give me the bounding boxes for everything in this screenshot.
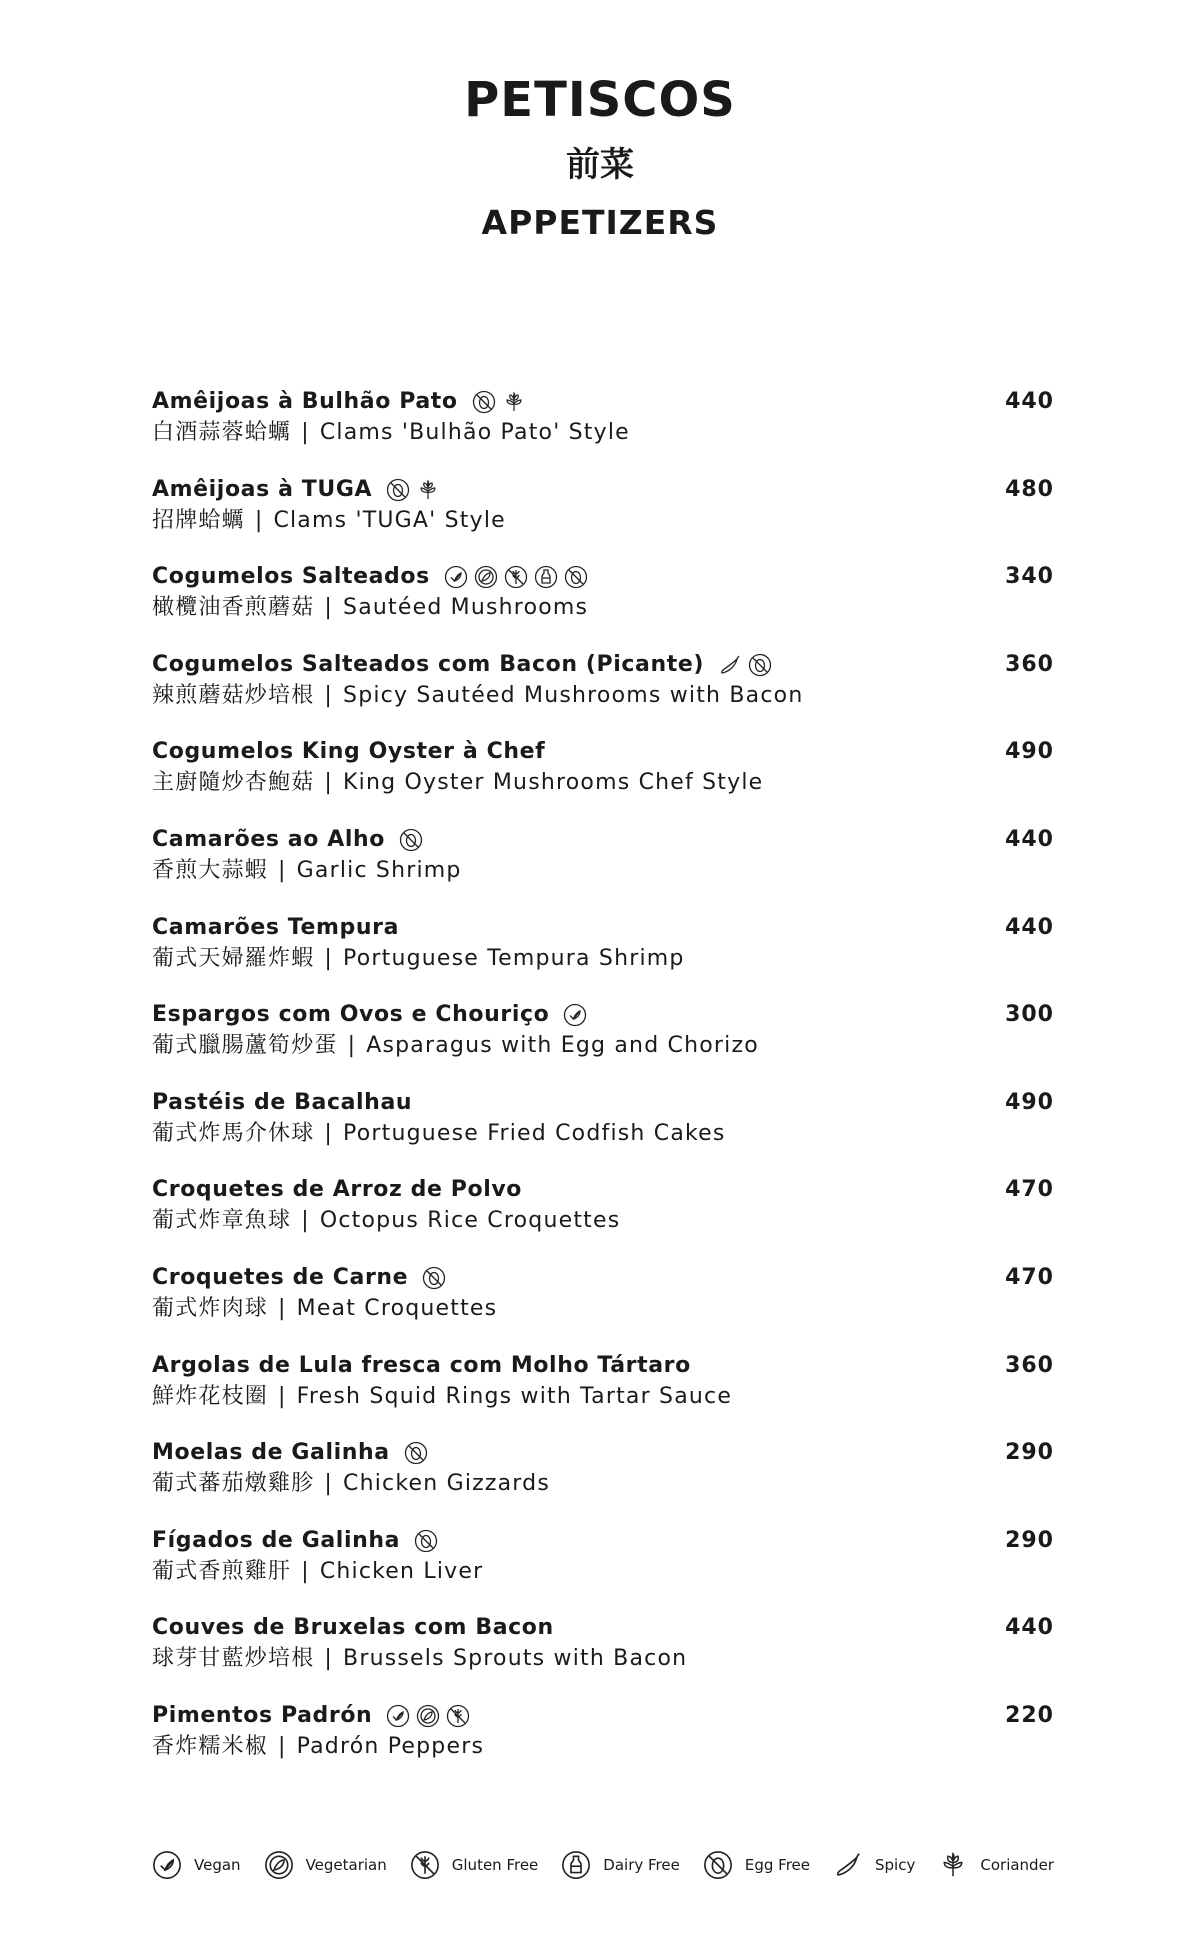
menu-item-chinese-name: 香煎大蒜蝦 bbox=[152, 857, 269, 883]
menu-item-english-name: King Oyster Mushrooms Chef Style bbox=[343, 770, 764, 796]
menu-item-name: Fígados de Galinha bbox=[152, 1527, 401, 1553]
menu-item-english-name: Garlic Shrimp bbox=[296, 857, 462, 883]
menu-item-name: Cogumelos Salteados bbox=[152, 564, 430, 590]
menu-item-name-row bbox=[152, 1614, 1054, 1642]
menu-item-chinese-name: 葡式炸章魚球 bbox=[152, 1208, 292, 1234]
menu-item bbox=[152, 476, 1054, 564]
menu-item-name: Moelas de Galinha bbox=[152, 1440, 390, 1466]
menu-header bbox=[0, 70, 1200, 246]
egg-free-icon bbox=[399, 828, 423, 852]
menu-item-separator: | bbox=[278, 1733, 287, 1759]
menu-item bbox=[152, 1614, 1054, 1702]
menu-item-name: Couves de Bruxelas com Bacon bbox=[152, 1615, 554, 1641]
menu-item-separator: | bbox=[278, 1295, 287, 1321]
egg-free-icon bbox=[386, 478, 410, 502]
menu-item-name: Cogumelos King Oyster à Chef bbox=[152, 739, 546, 765]
menu-item-price: 440 bbox=[1005, 826, 1054, 852]
legend-label: Vegan bbox=[194, 1856, 241, 1874]
menu-item-diet-icons bbox=[386, 1704, 470, 1728]
legend-label: Coriander bbox=[980, 1856, 1054, 1874]
menu-item-name-row bbox=[152, 826, 1054, 854]
menu-item-diet-icons bbox=[472, 390, 526, 414]
menu-item-name: Camarões ao Alho bbox=[152, 826, 385, 852]
vegan-icon bbox=[152, 1850, 182, 1880]
menu-item-name: Croquetes de Carne bbox=[152, 1264, 409, 1290]
menu-item bbox=[152, 826, 1054, 914]
menu-item-price: 440 bbox=[1005, 1615, 1054, 1641]
menu-item-price: 470 bbox=[1005, 1177, 1054, 1203]
menu-item-chinese-name: 球芽甘藍炒培根 bbox=[152, 1646, 315, 1672]
gluten-free-icon bbox=[504, 565, 528, 589]
menu-item-separator: | bbox=[278, 857, 287, 883]
menu-item-price: 220 bbox=[1005, 1702, 1054, 1728]
menu-item bbox=[152, 1001, 1054, 1089]
menu-item-english-name: Portuguese Tempura Shrimp bbox=[343, 945, 685, 971]
menu-item-chinese-name: 葡式天婦羅炸蝦 bbox=[152, 945, 315, 971]
menu-item-description bbox=[152, 418, 1054, 448]
menu-item-separator: | bbox=[324, 770, 334, 796]
menu-item-english-name: Chicken Liver bbox=[319, 1558, 484, 1584]
menu-item-english-name: Padrón Peppers bbox=[296, 1733, 485, 1759]
menu-item-diet-icons bbox=[422, 1266, 446, 1290]
menu-item-chinese-name: 葡式香煎雞肝 bbox=[152, 1558, 292, 1584]
vegan-icon bbox=[386, 1704, 410, 1728]
menu-item bbox=[152, 388, 1054, 476]
menu-item-description bbox=[152, 944, 1054, 974]
egg-free-icon bbox=[472, 390, 496, 414]
spicy-icon bbox=[718, 653, 742, 677]
menu-item bbox=[152, 738, 1054, 826]
legend-item-coriander bbox=[938, 1850, 1054, 1880]
dietary-legend bbox=[152, 1850, 1054, 1880]
menu-item bbox=[152, 1439, 1054, 1527]
menu-item-name-row bbox=[152, 1352, 1054, 1380]
menu-item-name: Argolas de Lula fresca com Molho Tártaro bbox=[152, 1352, 691, 1378]
menu-item-name: Amêijoas à TUGA bbox=[152, 476, 373, 502]
menu-item-name-row bbox=[152, 1001, 1054, 1029]
egg-free-icon bbox=[703, 1850, 733, 1880]
menu-item-name-row bbox=[152, 563, 1054, 591]
gluten-free-icon bbox=[446, 1704, 470, 1728]
menu-item-description bbox=[152, 1031, 1054, 1061]
menu-item-description bbox=[152, 1119, 1054, 1149]
menu-item-diet-icons bbox=[563, 1003, 587, 1027]
menu-item-diet-icons bbox=[386, 478, 440, 502]
menu-item-price: 300 bbox=[1005, 1002, 1054, 1028]
menu-item-price: 290 bbox=[1005, 1527, 1054, 1553]
coriander-icon bbox=[416, 478, 440, 502]
menu-item-separator: | bbox=[324, 1646, 334, 1672]
legend-label: Vegetarian bbox=[305, 1856, 387, 1874]
legend-item-vegan bbox=[152, 1850, 241, 1880]
menu-item-name-row bbox=[152, 388, 1054, 416]
menu-item-name: Pimentos Padrón bbox=[152, 1702, 373, 1728]
menu-item-chinese-name: 葡式炸馬介休球 bbox=[152, 1120, 315, 1146]
menu-item-name-row bbox=[152, 1264, 1054, 1292]
menu-item-price: 360 bbox=[1005, 651, 1054, 677]
menu-item-separator: | bbox=[278, 1383, 287, 1409]
menu-item-chinese-name: 葡式炸肉球 bbox=[152, 1295, 269, 1321]
menu-item bbox=[152, 1089, 1054, 1177]
menu-item-diet-icons bbox=[718, 653, 772, 677]
menu-item-price: 440 bbox=[1005, 389, 1054, 414]
menu-item-price: 440 bbox=[1005, 914, 1054, 940]
legend-label: Gluten Free bbox=[451, 1856, 539, 1874]
menu-item bbox=[152, 914, 1054, 1002]
menu-item-price: 490 bbox=[1005, 739, 1054, 765]
menu-item-english-name: Fresh Squid Rings with Tartar Sauce bbox=[296, 1383, 733, 1409]
legend-item-dairy-free bbox=[561, 1850, 680, 1880]
menu-item-english-name: Brussels Sprouts with Bacon bbox=[343, 1646, 688, 1672]
menu-item-name-row bbox=[152, 738, 1054, 766]
menu-item-diet-icons bbox=[414, 1529, 438, 1553]
menu-item-english-name: Spicy Sautéed Mushrooms with Bacon bbox=[343, 682, 804, 708]
vegetarian-icon bbox=[416, 1704, 440, 1728]
menu-item-price: 360 bbox=[1005, 1352, 1054, 1378]
menu-item-separator: | bbox=[324, 945, 334, 971]
page-title: PETISCOS bbox=[464, 72, 736, 128]
menu-item-description bbox=[152, 681, 1054, 711]
menu-item-name: Camarões Tempura bbox=[152, 914, 400, 940]
menu-item bbox=[152, 651, 1054, 739]
dairy-free-icon bbox=[561, 1850, 591, 1880]
menu-item-diet-icons bbox=[404, 1441, 428, 1465]
menu-item-name: Pastéis de Bacalhau bbox=[152, 1089, 413, 1115]
menu-item-name-row bbox=[152, 1527, 1054, 1555]
page-title-chinese: 前菜 bbox=[566, 145, 634, 185]
menu-item-description bbox=[152, 593, 1054, 623]
menu-item-name-row bbox=[152, 476, 1054, 504]
menu-item-name: Amêijoas à Bulhão Pato bbox=[152, 389, 458, 414]
legend-item-egg-free bbox=[703, 1850, 810, 1880]
vegan-icon bbox=[563, 1003, 587, 1027]
menu-item bbox=[152, 1352, 1054, 1440]
dairy-free-icon bbox=[534, 565, 558, 589]
egg-free-icon bbox=[422, 1266, 446, 1290]
menu-item-price: 470 bbox=[1005, 1264, 1054, 1290]
legend-item-vegetarian bbox=[264, 1850, 387, 1880]
menu-item-chinese-name: 葡式蕃茄燉雞胗 bbox=[152, 1471, 315, 1497]
menu-item-description bbox=[152, 1732, 1054, 1762]
menu-item bbox=[152, 1527, 1054, 1615]
menu-item-name-row bbox=[152, 1089, 1054, 1117]
menu-item bbox=[152, 1702, 1054, 1790]
menu-item-english-name: Asparagus with Egg and Chorizo bbox=[366, 1033, 759, 1059]
menu-item-name: Cogumelos Salteados com Bacon (Picante) bbox=[152, 651, 705, 677]
spicy-icon bbox=[833, 1850, 863, 1880]
egg-free-icon bbox=[414, 1529, 438, 1553]
menu-item-chinese-name: 葡式臘腸蘆筍炒蛋 bbox=[152, 1033, 338, 1059]
menu-item-description bbox=[152, 1644, 1054, 1674]
legend-item-spicy bbox=[833, 1850, 915, 1880]
menu-item-price: 490 bbox=[1005, 1089, 1054, 1115]
menu-item-separator: | bbox=[324, 1471, 334, 1497]
menu-item-price: 340 bbox=[1005, 564, 1054, 590]
menu-item-name-row bbox=[152, 1439, 1054, 1467]
vegan-icon bbox=[444, 565, 468, 589]
vegetarian-icon bbox=[264, 1850, 294, 1880]
menu-item-english-name: Meat Croquettes bbox=[296, 1295, 498, 1321]
coriander-icon bbox=[938, 1850, 968, 1880]
menu-item-chinese-name: 香炸糯米椒 bbox=[152, 1733, 269, 1759]
menu-item-english-name: Clams 'TUGA' Style bbox=[273, 507, 506, 533]
menu-item-separator: | bbox=[301, 1558, 310, 1584]
menu-item-chinese-name: 辣煎蘑菇炒培根 bbox=[152, 682, 315, 708]
egg-free-icon bbox=[748, 653, 772, 677]
menu-item-name-row bbox=[152, 914, 1054, 942]
egg-free-icon bbox=[564, 565, 588, 589]
menu-item-name-row bbox=[152, 1702, 1054, 1730]
menu-item-description bbox=[152, 1382, 1054, 1412]
menu-item-separator: | bbox=[347, 1033, 357, 1059]
menu-item-name: Croquetes de Arroz de Polvo bbox=[152, 1177, 523, 1203]
menu-item bbox=[152, 1264, 1054, 1352]
menu-item-description bbox=[152, 506, 1054, 536]
menu-item-chinese-name: 招牌蛤蠣 bbox=[152, 507, 245, 533]
menu-item bbox=[152, 1176, 1054, 1264]
menu-item-chinese-name: 鮮炸花枝圈 bbox=[152, 1383, 269, 1409]
menu-item-diet-icons bbox=[399, 828, 423, 852]
menu-item-chinese-name: 橄欖油香煎蘑菇 bbox=[152, 595, 315, 621]
menu-item-diet-icons bbox=[444, 565, 588, 589]
legend-label: Dairy Free bbox=[603, 1856, 680, 1874]
menu-item-english-name: Clams 'Bulhão Pato' Style bbox=[319, 420, 630, 445]
menu-item-price: 290 bbox=[1005, 1440, 1054, 1466]
menu-item-name-row bbox=[152, 651, 1054, 679]
menu-item-description bbox=[152, 856, 1054, 886]
menu-item-description bbox=[152, 768, 1054, 798]
menu-item-name: Espargos com Ovos e Chouriço bbox=[152, 1002, 550, 1028]
menu-item-chinese-name: 主廚隨炒杏鮑菇 bbox=[152, 770, 315, 796]
menu-item-chinese-name: 白酒蒜蓉蛤蠣 bbox=[152, 420, 292, 445]
legend-label: Spicy bbox=[875, 1856, 916, 1874]
menu-item-separator: | bbox=[324, 682, 334, 708]
coriander-icon bbox=[502, 390, 526, 414]
egg-free-icon bbox=[404, 1441, 428, 1465]
menu-item-description bbox=[152, 1469, 1054, 1499]
menu-item-price: 480 bbox=[1005, 476, 1054, 502]
menu-item-english-name: Octopus Rice Croquettes bbox=[319, 1208, 621, 1234]
menu-item-name-row bbox=[152, 1176, 1054, 1204]
menu-item-separator: | bbox=[324, 1120, 334, 1146]
menu-item-description bbox=[152, 1294, 1054, 1324]
menu-item-separator: | bbox=[301, 1208, 310, 1234]
menu-item-english-name: Portuguese Fried Codfish Cakes bbox=[343, 1120, 726, 1146]
legend-item-gluten-free bbox=[410, 1850, 539, 1880]
menu-item-english-name: Sautéed Mushrooms bbox=[343, 595, 589, 621]
page-subtitle: APPETIZERS bbox=[481, 203, 719, 242]
menu-item-separator: | bbox=[254, 507, 264, 533]
menu-item-english-name: Chicken Gizzards bbox=[343, 1471, 550, 1497]
gluten-free-icon bbox=[410, 1850, 440, 1880]
legend-label: Egg Free bbox=[744, 1856, 810, 1874]
menu-item-description bbox=[152, 1206, 1054, 1236]
menu-list bbox=[152, 388, 1054, 1790]
menu-item-separator: | bbox=[324, 595, 334, 621]
menu-item-description bbox=[152, 1557, 1054, 1587]
menu-item bbox=[152, 563, 1054, 651]
menu-item-separator: | bbox=[301, 420, 310, 445]
vegetarian-icon bbox=[474, 565, 498, 589]
